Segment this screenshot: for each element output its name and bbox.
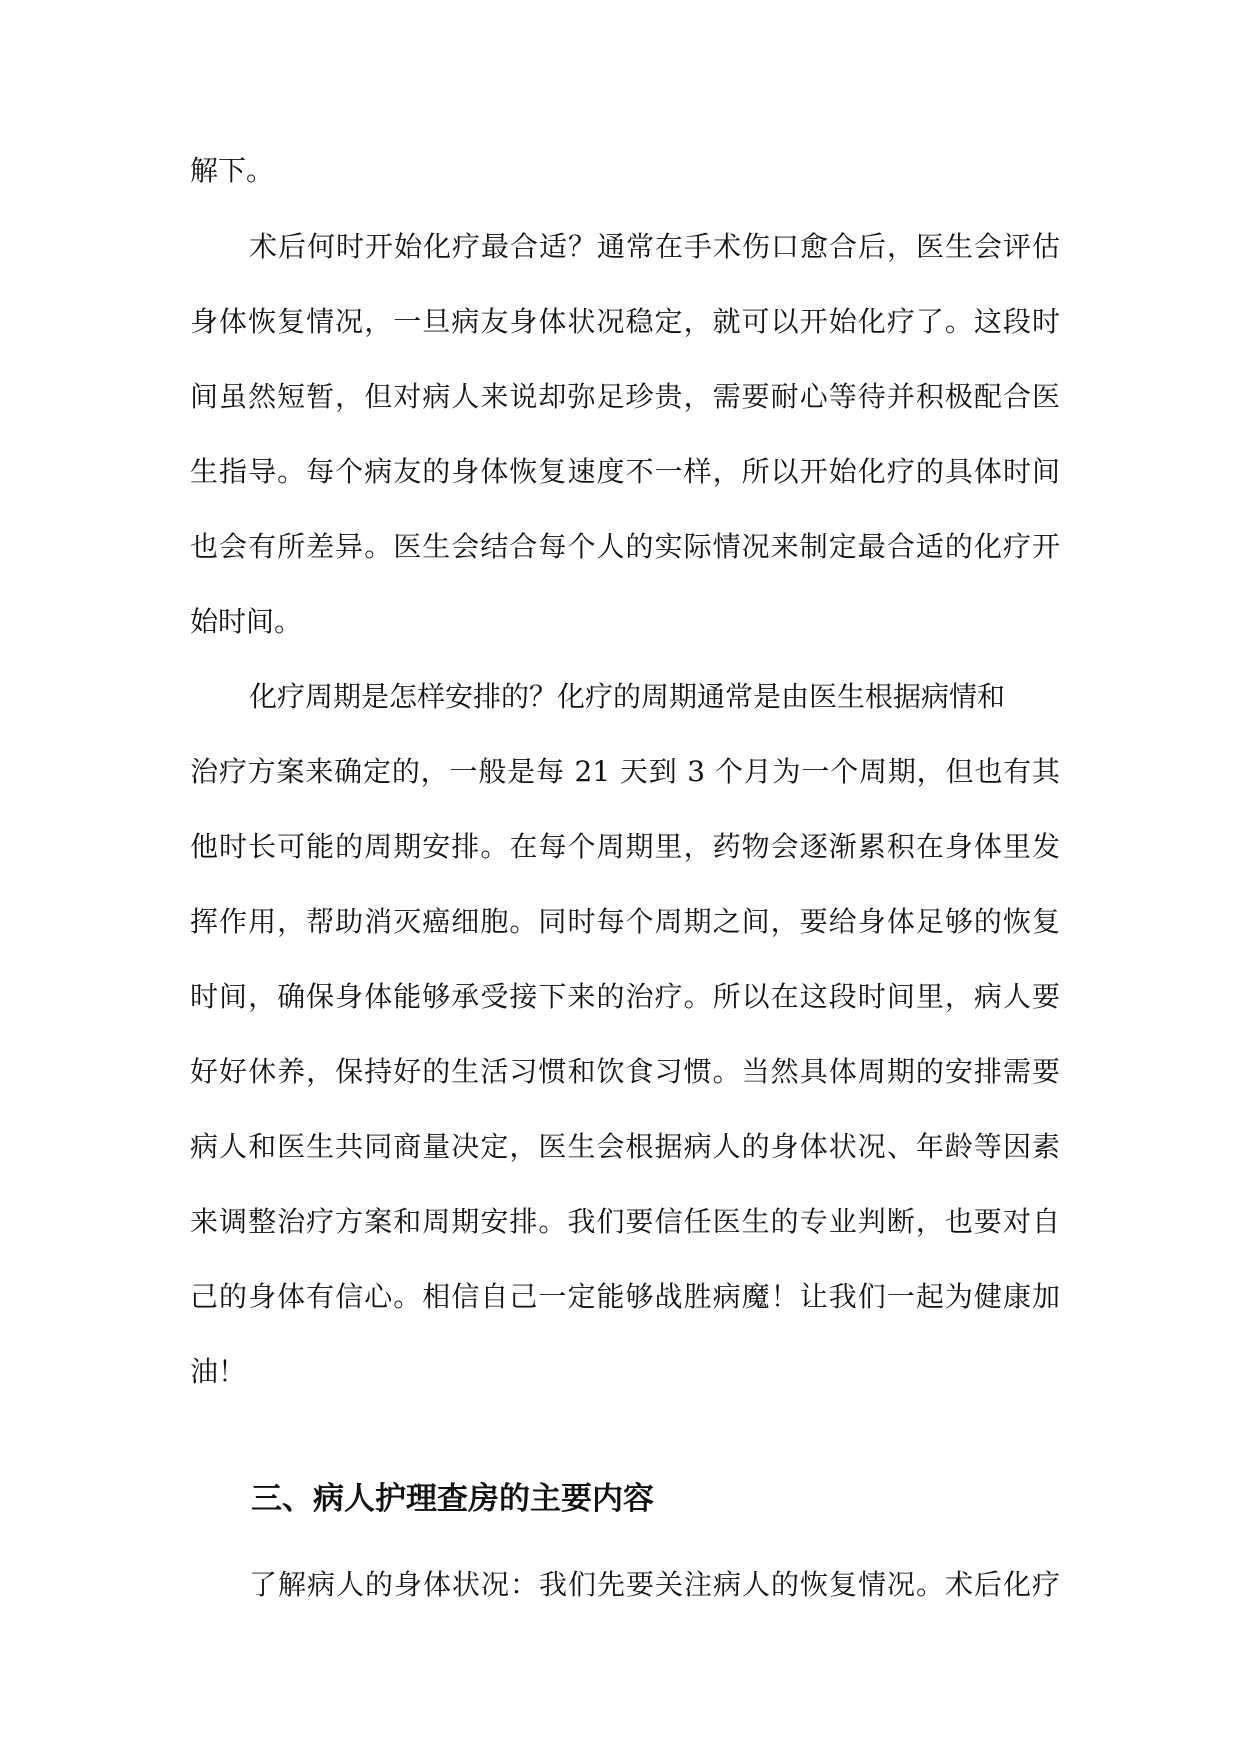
paragraph-line: 好好休养，保持好的生活习惯和饮食习惯。当然具体周期的安排需要 (190, 1055, 1060, 1088)
paragraph-line: 病人和医生共同商量决定，医生会根据病人的身体状况、年龄等因素 (190, 1130, 1060, 1163)
paragraph-line: 化疗周期是怎样安排的？化疗的周期通常是由医生根据病情和 (249, 680, 1006, 713)
paragraph-line: 术后何时开始化疗最合适？通常在手术伤口愈合后，医生会评估 (249, 230, 1060, 263)
paragraph-line: 生指导。每个病友的身体恢复速度不一样，所以开始化疗的具体时间 (190, 455, 1060, 488)
paragraph-line: 他时长可能的周期安排。在每个周期里，药物会逐渐累积在身体里发 (190, 830, 1060, 863)
paragraph-line: 间虽然短暂，但对病人来说却弥足珍贵，需要耐心等待并积极配合医 (190, 380, 1060, 413)
paragraph-line: 时间，确保身体能够承受接下来的治疗。所以在这段时间里，病人要 (190, 980, 1060, 1013)
paragraph-line: 身体恢复情况，一旦病友身体状况稳定，就可以开始化疗了。这段时 (190, 305, 1060, 338)
section-heading: 三、病人护理查房的主要内容 (251, 1481, 654, 1517)
paragraph-line: 来调整治疗方案和周期安排。我们要信任医生的专业判断，也要对自 (190, 1205, 1060, 1238)
paragraph-line: 挥作用，帮助消灭癌细胞。同时每个周期之间，要给身体足够的恢复 (190, 905, 1060, 938)
paragraph-line: 解下。 (190, 154, 275, 187)
paragraph-line: 始时间。 (190, 605, 303, 638)
paragraph-line: 了解病人的身体状况：我们先要关注病人的恢复情况。术后化疗 (249, 1568, 1060, 1601)
paragraph-line: 也会有所差异。医生会结合每个人的实际情况来制定最合适的化疗开 (190, 530, 1060, 563)
paragraph-line: 治疗方案来确定的，一般是每 21 天到 3 个月为一个周期，但也有其 (190, 755, 1060, 788)
paragraph-line: 油！ (190, 1355, 247, 1388)
paragraph-line: 己的身体有信心。相信自己一定能够战胜病魔！让我们一起为健康加 (190, 1280, 1060, 1313)
